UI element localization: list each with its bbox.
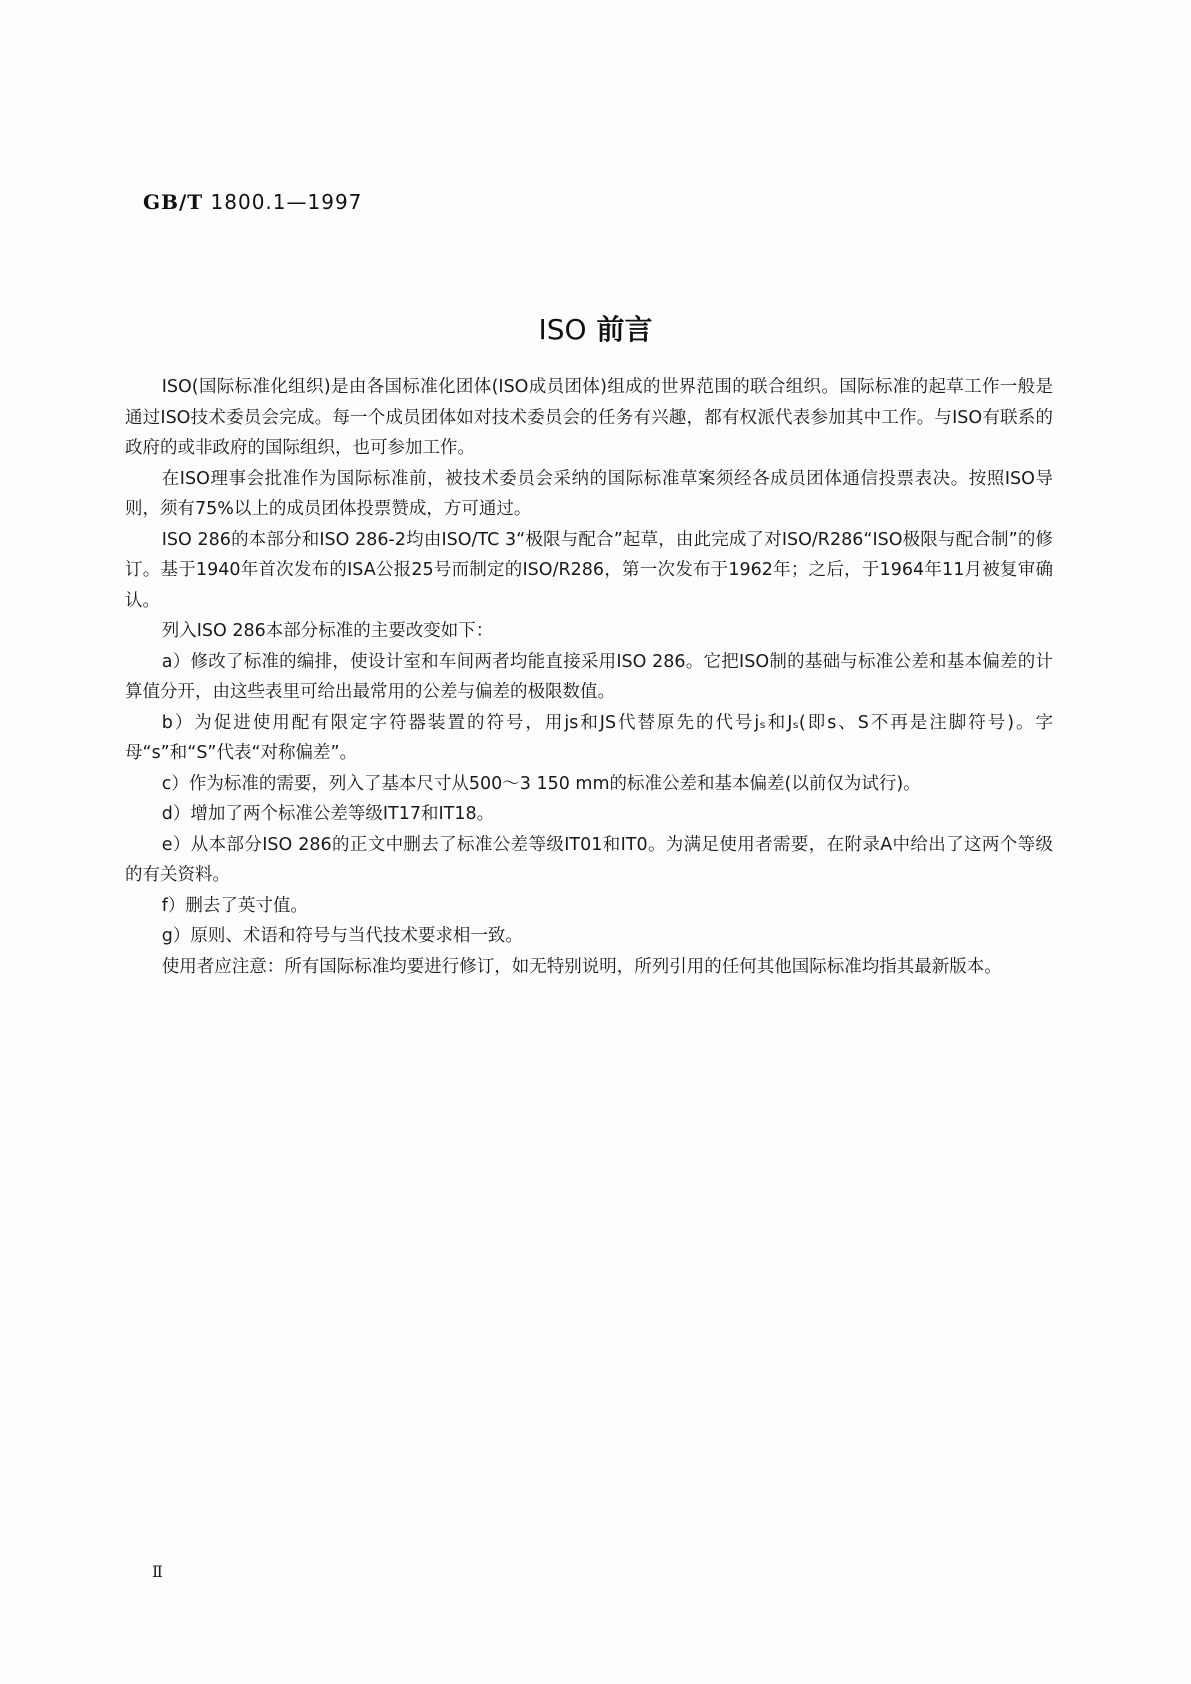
standard-prefix: GB/T [143, 190, 204, 214]
list-item: d）增加了两个标准公差等级IT17和IT18。 [161, 804, 495, 824]
paragraph: 列入ISO 286本部分标准的主要改变如下： [161, 621, 494, 641]
page-number: Ⅱ [152, 1562, 163, 1581]
list-item: f）删去了英寸值。 [161, 895, 308, 916]
paragraph: ISO 286的本部分和ISO 286-2均由ISO/TC 3“极限与配合”起草，由此完成了对ISO/R286“ISO极限与配合制”的修订。基于1940年首次发布的ISA公报25号而制定的ISO/R286，第一次发布于1962年；之后，于1964年11月被复审确认。 [125, 529, 1053, 611]
foreword-body [125, 372, 1053, 982]
title-iso: ISO [538, 313, 587, 346]
list-item: b）为促进使用配有限定字符器装置的符号，用js和JS代替原先的代号jₛ和Jₛ(即s、S不再是注脚符号)。字母“s”和“S”代表“对称偏差”。 [125, 712, 1053, 763]
page-title [0, 308, 1191, 348]
list-item: g）原则、术语和符号与当代技术要求相一致。 [161, 926, 523, 946]
title-text: 前言 [596, 313, 653, 346]
standard-code-header [143, 190, 362, 214]
paragraph: ISO(国际标准化组织)是由各国标准化团体(ISO成员团体)组成的世界范围的联合组织。国际标准的起草工作一般是通过ISO技术委员会完成。每一个成员团体如对技术委员会的任务有兴趣，都有权派代表参加其中工作。与ISO有联系的政府的或非政府的国际组织，也可参加工作。 [125, 377, 1053, 458]
list-item: a）修改了标准的编排，使设计室和车间两者均能直接采用ISO 286。它把ISO制的基础与标准公差和基本偏差的计算值分开，由这些表里可给出最常用的公差与偏差的极限数值。 [125, 651, 1053, 702]
list-item: e）从本部分ISO 286的正文中删去了标准公差等级IT01和IT0。为满足使用者需要，在附录A中给出了这两个等级的有关资料。 [125, 834, 1053, 885]
standard-number: 1800.1—1997 [210, 190, 363, 214]
list-item: c）作为标准的需要，列入了基本尺寸从500～3 150 mm的标准公差和基本偏差(以前仅为试行)。 [161, 773, 921, 794]
paragraph: 在ISO理事会批准作为国际标准前，被技术委员会采纳的国际标准草案须经各成员团体通信投票表决。按照ISO导则，须有75%以上的成员团体投票赞成，方可通过。 [125, 468, 1053, 519]
paragraph: 使用者应注意：所有国际标准均要进行修订，如无特别说明，所列引用的任何其他国际标准均指其最新版本。 [161, 956, 1002, 977]
